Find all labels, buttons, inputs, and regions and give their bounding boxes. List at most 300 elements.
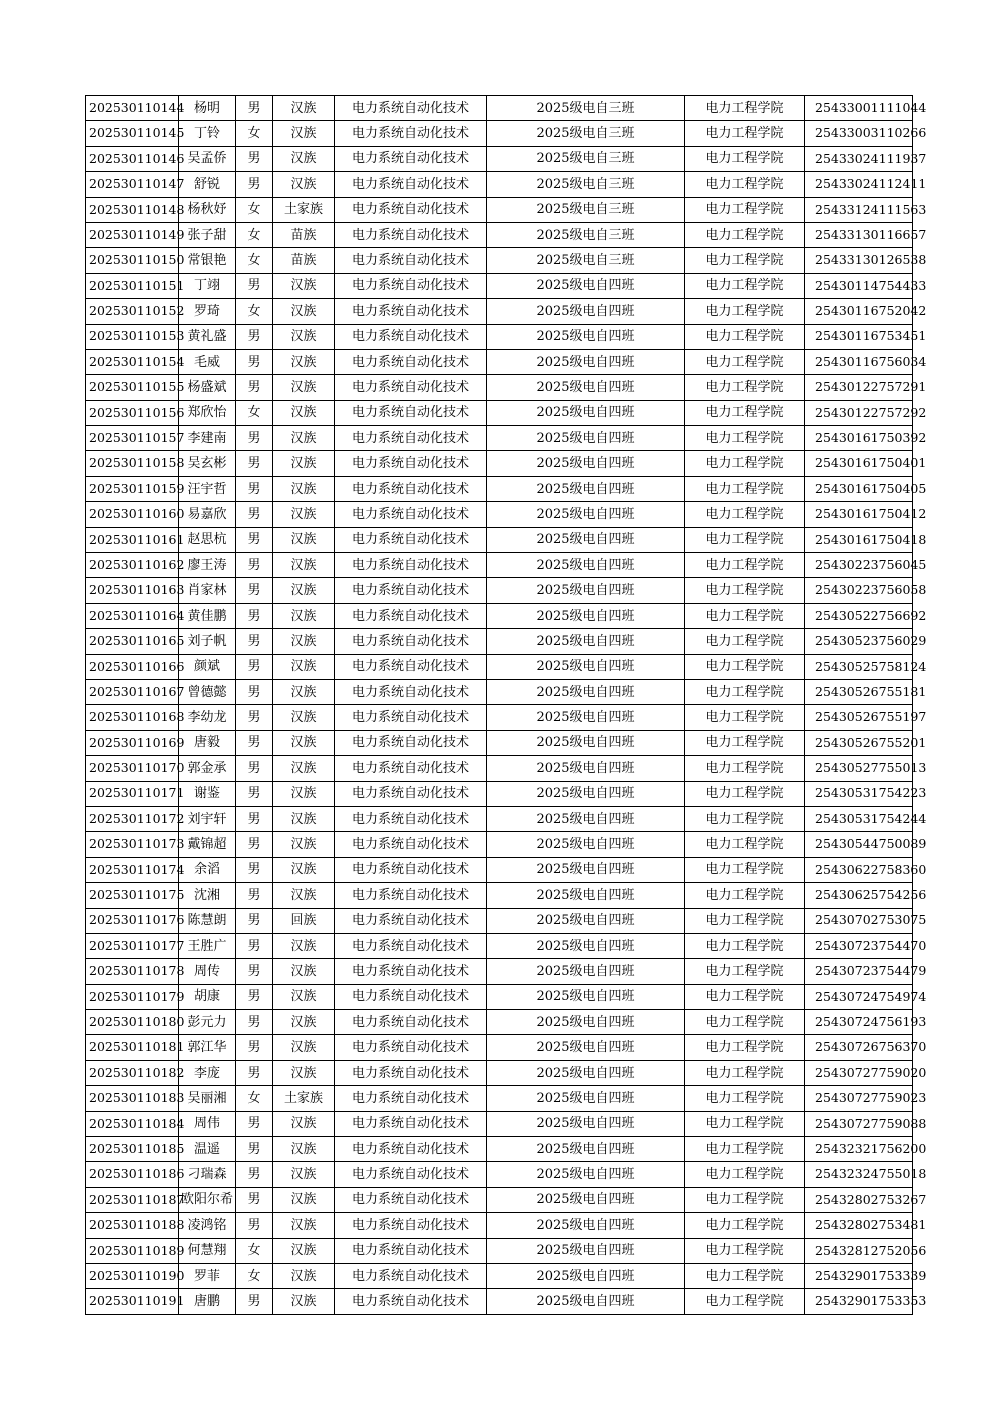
table-row: [86, 1213, 913, 1238]
table-row: [86, 883, 913, 908]
exam-number-cell: 25430531754244: [805, 806, 913, 831]
ethnicity-cell: 汉族: [273, 959, 335, 984]
major-cell: 电力系统自动化技术: [335, 299, 487, 324]
gender-cell: 男: [236, 857, 273, 882]
exam-number-cell: 25430523756029: [805, 629, 913, 654]
student-id-cell: 202530110160: [86, 502, 179, 527]
major-cell: 电力系统自动化技术: [335, 908, 487, 933]
gender-cell: 男: [236, 578, 273, 603]
ethnicity-cell: 汉族: [273, 730, 335, 755]
student-id-cell: 202530110167: [86, 679, 179, 704]
table-row: [86, 832, 913, 857]
student-name-cell: 何慧翔: [179, 1238, 236, 1263]
gender-cell: 男: [236, 1137, 273, 1162]
exam-number-cell: 25430223756045: [805, 553, 913, 578]
class-cell: 2025级电自三班: [487, 146, 685, 171]
major-cell: 电力系统自动化技术: [335, 1263, 487, 1288]
major-cell: 电力系统自动化技术: [335, 476, 487, 501]
exam-number-cell: 25433024111937: [805, 146, 913, 171]
student-name-cell: 谢鉴: [179, 781, 236, 806]
student-name-cell: 周伟: [179, 1111, 236, 1136]
class-cell: 2025级电自四班: [487, 1137, 685, 1162]
major-cell: 电力系统自动化技术: [335, 756, 487, 781]
exam-number-cell: 25430727759020: [805, 1060, 913, 1085]
college-cell: 电力工程学院: [685, 654, 805, 679]
table-row: [86, 1086, 913, 1111]
student-roster-table: [85, 95, 927, 1315]
college-cell: 电力工程学院: [685, 1187, 805, 1212]
ethnicity-cell: 苗族: [273, 222, 335, 247]
table-row: [86, 908, 913, 933]
gender-cell: 男: [236, 832, 273, 857]
ethnicity-cell: 汉族: [273, 1162, 335, 1187]
student-id-cell: 202530110171: [86, 781, 179, 806]
exam-number-cell: 25430161750418: [805, 527, 913, 552]
college-cell: 电力工程学院: [685, 1162, 805, 1187]
student-name-cell: 彭元力: [179, 1010, 236, 1035]
gender-cell: 男: [236, 426, 273, 451]
student-name-cell: 胡康: [179, 984, 236, 1009]
college-cell: 电力工程学院: [685, 883, 805, 908]
major-cell: 电力系统自动化技术: [335, 451, 487, 476]
gender-cell: 男: [236, 349, 273, 374]
gender-cell: 男: [236, 959, 273, 984]
student-name-cell: 沈湘: [179, 883, 236, 908]
class-cell: 2025级电自四班: [487, 832, 685, 857]
class-cell: 2025级电自三班: [487, 248, 685, 273]
major-cell: 电力系统自动化技术: [335, 578, 487, 603]
class-cell: 2025级电自四班: [487, 451, 685, 476]
student-id-cell: 202530110170: [86, 756, 179, 781]
class-cell: 2025级电自四班: [487, 883, 685, 908]
table-row: [86, 1289, 913, 1314]
major-cell: 电力系统自动化技术: [335, 96, 487, 121]
gender-cell: 男: [236, 172, 273, 197]
major-cell: 电力系统自动化技术: [335, 984, 487, 1009]
table-row: [86, 375, 913, 400]
ethnicity-cell: 汉族: [273, 375, 335, 400]
major-cell: 电力系统自动化技术: [335, 1187, 487, 1212]
college-cell: 电力工程学院: [685, 324, 805, 349]
student-id-cell: 202530110181: [86, 1035, 179, 1060]
ethnicity-cell: 汉族: [273, 1010, 335, 1035]
class-cell: 2025级电自四班: [487, 908, 685, 933]
major-cell: 电力系统自动化技术: [335, 705, 487, 730]
table-row: [86, 1162, 913, 1187]
major-cell: 电力系统自动化技术: [335, 375, 487, 400]
table-row: [86, 1187, 913, 1212]
student-name-cell: 常银艳: [179, 248, 236, 273]
exam-number-cell: 25430116752042: [805, 299, 913, 324]
ethnicity-cell: 汉族: [273, 146, 335, 171]
college-cell: 电力工程学院: [685, 705, 805, 730]
table-row: [86, 527, 913, 552]
student-name-cell: 唐鹏: [179, 1289, 236, 1314]
college-cell: 电力工程学院: [685, 679, 805, 704]
gender-cell: 女: [236, 197, 273, 222]
class-cell: 2025级电自四班: [487, 400, 685, 425]
major-cell: 电力系统自动化技术: [335, 222, 487, 247]
student-name-cell: 吴丽湘: [179, 1086, 236, 1111]
college-cell: 电力工程学院: [685, 527, 805, 552]
gender-cell: 男: [236, 908, 273, 933]
student-id-cell: 202530110155: [86, 375, 179, 400]
ethnicity-cell: 汉族: [273, 1060, 335, 1085]
student-name-cell: 吴玄彬: [179, 451, 236, 476]
college-cell: 电力工程学院: [685, 1111, 805, 1136]
major-cell: 电力系统自动化技术: [335, 553, 487, 578]
gender-cell: 男: [236, 756, 273, 781]
ethnicity-cell: 汉族: [273, 400, 335, 425]
exam-number-cell: 25430727759088: [805, 1111, 913, 1136]
class-cell: 2025级电自四班: [487, 553, 685, 578]
college-cell: 电力工程学院: [685, 400, 805, 425]
major-cell: 电力系统自动化技术: [335, 857, 487, 882]
student-id-cell: 202530110150: [86, 248, 179, 273]
major-cell: 电力系统自动化技术: [335, 426, 487, 451]
ethnicity-cell: 汉族: [273, 324, 335, 349]
major-cell: 电力系统自动化技术: [335, 1111, 487, 1136]
student-name-cell: 陈慧朗: [179, 908, 236, 933]
gender-cell: 男: [236, 1213, 273, 1238]
student-id-cell: 202530110163: [86, 578, 179, 603]
major-cell: 电力系统自动化技术: [335, 502, 487, 527]
student-name-cell: 廖王涛: [179, 553, 236, 578]
college-cell: 电力工程学院: [685, 146, 805, 171]
exam-number-cell: 25432324755018: [805, 1162, 913, 1187]
ethnicity-cell: 汉族: [273, 273, 335, 298]
gender-cell: 男: [236, 1060, 273, 1085]
college-cell: 电力工程学院: [685, 1137, 805, 1162]
student-id-cell: 202530110157: [86, 426, 179, 451]
gender-cell: 女: [236, 248, 273, 273]
exam-number-cell: 25433130116657: [805, 222, 913, 247]
table-row: [86, 172, 913, 197]
student-id-cell: 202530110158: [86, 451, 179, 476]
major-cell: 电力系统自动化技术: [335, 1213, 487, 1238]
major-cell: 电力系统自动化技术: [335, 959, 487, 984]
student-name-cell: 刘宇轩: [179, 806, 236, 831]
exam-number-cell: 25432901753353: [805, 1289, 913, 1314]
gender-cell: 男: [236, 375, 273, 400]
student-id-cell: 202530110172: [86, 806, 179, 831]
student-name-cell: 唐毅: [179, 730, 236, 755]
ethnicity-cell: 汉族: [273, 502, 335, 527]
gender-cell: 男: [236, 629, 273, 654]
major-cell: 电力系统自动化技术: [335, 349, 487, 374]
gender-cell: 女: [236, 121, 273, 146]
class-cell: 2025级电自四班: [487, 1187, 685, 1212]
student-id-cell: 202530110182: [86, 1060, 179, 1085]
college-cell: 电力工程学院: [685, 806, 805, 831]
ethnicity-cell: 汉族: [273, 1263, 335, 1288]
student-id-cell: 202530110144: [86, 96, 179, 121]
student-name-cell: 张子甜: [179, 222, 236, 247]
major-cell: 电力系统自动化技术: [335, 121, 487, 146]
class-cell: 2025级电自四班: [487, 1111, 685, 1136]
student-id-cell: 202530110187: [86, 1187, 179, 1212]
student-name-cell: 凌鸿铭: [179, 1213, 236, 1238]
gender-cell: 男: [236, 705, 273, 730]
class-cell: 2025级电自四班: [487, 756, 685, 781]
student-name-cell: 黄佳鹏: [179, 603, 236, 628]
gender-cell: 男: [236, 1162, 273, 1187]
major-cell: 电力系统自动化技术: [335, 679, 487, 704]
college-cell: 电力工程学院: [685, 222, 805, 247]
student-id-cell: 202530110174: [86, 857, 179, 882]
college-cell: 电力工程学院: [685, 1086, 805, 1111]
exam-number-cell: 25430531754223: [805, 781, 913, 806]
ethnicity-cell: 汉族: [273, 832, 335, 857]
table-row: [86, 1263, 913, 1288]
table-row: [86, 121, 913, 146]
exam-number-cell: 25430702753075: [805, 908, 913, 933]
ethnicity-cell: 汉族: [273, 426, 335, 451]
student-name-cell: 李幼龙: [179, 705, 236, 730]
college-cell: 电力工程学院: [685, 578, 805, 603]
table-row: [86, 806, 913, 831]
college-cell: 电力工程学院: [685, 349, 805, 374]
gender-cell: 女: [236, 1263, 273, 1288]
class-cell: 2025级电自四班: [487, 476, 685, 501]
gender-cell: 男: [236, 324, 273, 349]
student-name-cell: 曾德懿: [179, 679, 236, 704]
exam-number-cell: 25430161750392: [805, 426, 913, 451]
student-id-cell: 202530110173: [86, 832, 179, 857]
ethnicity-cell: 汉族: [273, 984, 335, 1009]
ethnicity-cell: 汉族: [273, 806, 335, 831]
major-cell: 电力系统自动化技术: [335, 1137, 487, 1162]
student-name-cell: 欧阳尔希: [179, 1187, 236, 1212]
student-id-cell: 202530110177: [86, 933, 179, 958]
college-cell: 电力工程学院: [685, 375, 805, 400]
gender-cell: 男: [236, 806, 273, 831]
gender-cell: 男: [236, 1187, 273, 1212]
college-cell: 电力工程学院: [685, 299, 805, 324]
student-id-cell: 202530110183: [86, 1086, 179, 1111]
ethnicity-cell: 汉族: [273, 857, 335, 882]
gender-cell: 男: [236, 781, 273, 806]
ethnicity-cell: 汉族: [273, 527, 335, 552]
college-cell: 电力工程学院: [685, 857, 805, 882]
class-cell: 2025级电自三班: [487, 172, 685, 197]
major-cell: 电力系统自动化技术: [335, 1162, 487, 1187]
college-cell: 电力工程学院: [685, 1238, 805, 1263]
table-row: [86, 476, 913, 501]
class-cell: 2025级电自四班: [487, 806, 685, 831]
ethnicity-cell: 汉族: [273, 756, 335, 781]
ethnicity-cell: 苗族: [273, 248, 335, 273]
major-cell: 电力系统自动化技术: [335, 1238, 487, 1263]
student-id-cell: 202530110152: [86, 299, 179, 324]
gender-cell: 男: [236, 451, 273, 476]
student-name-cell: 杨明: [179, 96, 236, 121]
class-cell: 2025级电自四班: [487, 1289, 685, 1314]
table-row: [86, 324, 913, 349]
ethnicity-cell: 土家族: [273, 1086, 335, 1111]
student-id-cell: 202530110164: [86, 603, 179, 628]
major-cell: 电力系统自动化技术: [335, 781, 487, 806]
student-name-cell: 易嘉欣: [179, 502, 236, 527]
major-cell: 电力系统自动化技术: [335, 1086, 487, 1111]
table-row: [86, 349, 913, 374]
ethnicity-cell: 汉族: [273, 603, 335, 628]
ethnicity-cell: 汉族: [273, 299, 335, 324]
ethnicity-cell: 汉族: [273, 1035, 335, 1060]
student-name-cell: 刁瑞森: [179, 1162, 236, 1187]
class-cell: 2025级电自四班: [487, 857, 685, 882]
student-name-cell: 戴锦超: [179, 832, 236, 857]
ethnicity-cell: 汉族: [273, 781, 335, 806]
class-cell: 2025级电自四班: [487, 781, 685, 806]
exam-number-cell: 25430122757291: [805, 375, 913, 400]
table-row: [86, 222, 913, 247]
student-id-cell: 202530110186: [86, 1162, 179, 1187]
major-cell: 电力系统自动化技术: [335, 1035, 487, 1060]
table-row: [86, 553, 913, 578]
table-row: [86, 1060, 913, 1085]
ethnicity-cell: 汉族: [273, 1137, 335, 1162]
major-cell: 电力系统自动化技术: [335, 806, 487, 831]
college-cell: 电力工程学院: [685, 629, 805, 654]
table-row: [86, 502, 913, 527]
exam-number-cell: 25433124111563: [805, 197, 913, 222]
gender-cell: 男: [236, 883, 273, 908]
major-cell: 电力系统自动化技术: [335, 730, 487, 755]
gender-cell: 男: [236, 679, 273, 704]
class-cell: 2025级电自四班: [487, 629, 685, 654]
ethnicity-cell: 土家族: [273, 197, 335, 222]
class-cell: 2025级电自四班: [487, 527, 685, 552]
exam-number-cell: 25430723754479: [805, 959, 913, 984]
exam-number-cell: 25430114754433: [805, 273, 913, 298]
class-cell: 2025级电自四班: [487, 603, 685, 628]
student-id-cell: 202530110165: [86, 629, 179, 654]
ethnicity-cell: 汉族: [273, 476, 335, 501]
table-row: [86, 248, 913, 273]
ethnicity-cell: 汉族: [273, 121, 335, 146]
gender-cell: 女: [236, 1086, 273, 1111]
major-cell: 电力系统自动化技术: [335, 273, 487, 298]
student-name-cell: 郭江华: [179, 1035, 236, 1060]
gender-cell: 男: [236, 527, 273, 552]
gender-cell: 男: [236, 1289, 273, 1314]
table-row: [86, 96, 913, 121]
gender-cell: 女: [236, 299, 273, 324]
class-cell: 2025级电自三班: [487, 121, 685, 146]
class-cell: 2025级电自四班: [487, 375, 685, 400]
class-cell: 2025级电自四班: [487, 1060, 685, 1085]
student-id-cell: 202530110159: [86, 476, 179, 501]
ethnicity-cell: 汉族: [273, 553, 335, 578]
gender-cell: 女: [236, 1238, 273, 1263]
table-row: [86, 400, 913, 425]
exam-number-cell: 25430122757292: [805, 400, 913, 425]
ethnicity-cell: 汉族: [273, 1289, 335, 1314]
college-cell: 电力工程学院: [685, 172, 805, 197]
table-row: [86, 1238, 913, 1263]
class-cell: 2025级电自四班: [487, 959, 685, 984]
college-cell: 电力工程学院: [685, 248, 805, 273]
ethnicity-cell: 汉族: [273, 654, 335, 679]
exam-number-cell: 25432802753481: [805, 1213, 913, 1238]
major-cell: 电力系统自动化技术: [335, 933, 487, 958]
ethnicity-cell: 汉族: [273, 883, 335, 908]
gender-cell: 女: [236, 222, 273, 247]
student-id-cell: 202530110162: [86, 553, 179, 578]
student-id-cell: 202530110188: [86, 1213, 179, 1238]
ethnicity-cell: 汉族: [273, 451, 335, 476]
student-id-cell: 202530110179: [86, 984, 179, 1009]
table-row: [86, 451, 913, 476]
major-cell: 电力系统自动化技术: [335, 883, 487, 908]
table-row: [86, 1111, 913, 1136]
class-cell: 2025级电自四班: [487, 1035, 685, 1060]
table-row: [86, 299, 913, 324]
class-cell: 2025级电自四班: [487, 679, 685, 704]
class-cell: 2025级电自四班: [487, 1263, 685, 1288]
gender-cell: 男: [236, 146, 273, 171]
major-cell: 电力系统自动化技术: [335, 197, 487, 222]
student-name-cell: 周传: [179, 959, 236, 984]
table-row: [86, 1137, 913, 1162]
ethnicity-cell: 汉族: [273, 1187, 335, 1212]
class-cell: 2025级电自四班: [487, 1162, 685, 1187]
exam-number-cell: 25430522756692: [805, 603, 913, 628]
college-cell: 电力工程学院: [685, 1289, 805, 1314]
ethnicity-cell: 汉族: [273, 578, 335, 603]
table-row: [86, 197, 913, 222]
college-cell: 电力工程学院: [685, 1263, 805, 1288]
ethnicity-cell: 汉族: [273, 933, 335, 958]
exam-number-cell: 25432802753267: [805, 1187, 913, 1212]
class-cell: 2025级电自四班: [487, 1213, 685, 1238]
student-id-cell: 202530110191: [86, 1289, 179, 1314]
class-cell: 2025级电自四班: [487, 1086, 685, 1111]
class-cell: 2025级电自四班: [487, 349, 685, 374]
ethnicity-cell: 汉族: [273, 1111, 335, 1136]
student-name-cell: 杨秋妤: [179, 197, 236, 222]
ethnicity-cell: 汉族: [273, 96, 335, 121]
student-id-cell: 202530110176: [86, 908, 179, 933]
major-cell: 电力系统自动化技术: [335, 629, 487, 654]
college-cell: 电力工程学院: [685, 121, 805, 146]
college-cell: 电力工程学院: [685, 984, 805, 1009]
exam-number-cell: 25433003110266: [805, 121, 913, 146]
college-cell: 电力工程学院: [685, 1010, 805, 1035]
student-name-cell: 罗菲: [179, 1263, 236, 1288]
gender-cell: 男: [236, 502, 273, 527]
student-name-cell: 毛威: [179, 349, 236, 374]
exam-number-cell: 25430525758124: [805, 654, 913, 679]
exam-number-cell: 25430526755181: [805, 679, 913, 704]
student-id-cell: 202530110153: [86, 324, 179, 349]
class-cell: 2025级电自四班: [487, 273, 685, 298]
student-name-cell: 李建南: [179, 426, 236, 451]
ethnicity-cell: 汉族: [273, 679, 335, 704]
exam-number-cell: 25430223756058: [805, 578, 913, 603]
major-cell: 电力系统自动化技术: [335, 603, 487, 628]
gender-cell: 男: [236, 553, 273, 578]
table-row: [86, 933, 913, 958]
student-name-cell: 郭金承: [179, 756, 236, 781]
college-cell: 电力工程学院: [685, 1035, 805, 1060]
college-cell: 电力工程学院: [685, 603, 805, 628]
student-id-cell: 202530110161: [86, 527, 179, 552]
table-row: [86, 654, 913, 679]
gender-cell: 男: [236, 1010, 273, 1035]
class-cell: 2025级电自三班: [487, 197, 685, 222]
